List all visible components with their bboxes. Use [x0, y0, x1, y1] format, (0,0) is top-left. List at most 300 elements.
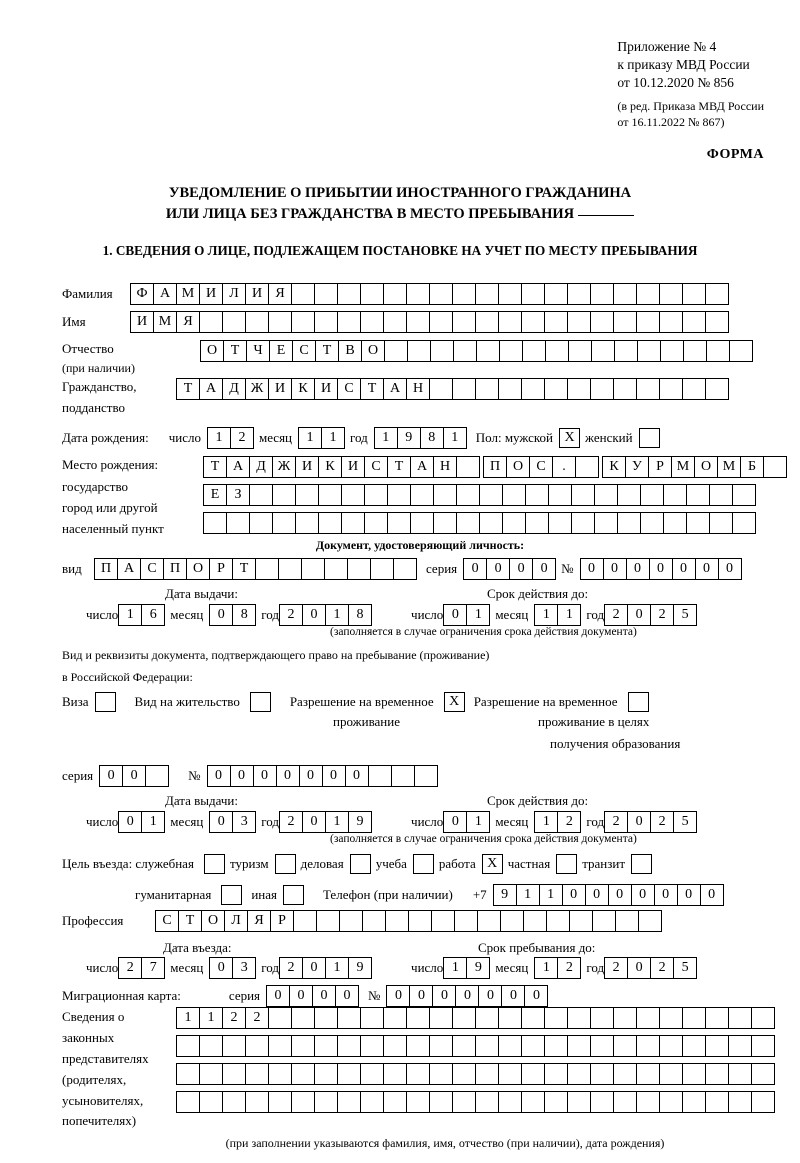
- cell[interactable]: 0: [524, 985, 548, 1007]
- cell[interactable]: 0: [209, 811, 233, 833]
- cell[interactable]: 1: [516, 884, 540, 906]
- cell[interactable]: [522, 340, 546, 362]
- visa-checkbox[interactable]: [95, 692, 116, 712]
- cell[interactable]: Д: [249, 456, 273, 478]
- purpose-tourism-checkbox[interactable]: [275, 854, 296, 874]
- cell[interactable]: О: [506, 456, 530, 478]
- cell[interactable]: 2: [557, 811, 581, 833]
- cell[interactable]: 5: [673, 811, 697, 833]
- cell[interactable]: [383, 1007, 407, 1029]
- cell[interactable]: [571, 512, 595, 534]
- cell[interactable]: [751, 1063, 775, 1085]
- cell[interactable]: [339, 910, 363, 932]
- purpose-business-checkbox[interactable]: [350, 854, 371, 874]
- cell[interactable]: 0: [672, 558, 696, 580]
- cell[interactable]: [617, 512, 641, 534]
- cell[interactable]: 2: [650, 811, 674, 833]
- cell[interactable]: 0: [302, 811, 326, 833]
- cell[interactable]: [594, 512, 618, 534]
- surname-input[interactable]: [130, 283, 728, 305]
- cell[interactable]: О: [361, 340, 385, 362]
- cell[interactable]: [433, 484, 457, 506]
- cell[interactable]: 0: [209, 604, 233, 626]
- cell[interactable]: [521, 1007, 545, 1029]
- cell[interactable]: 2: [222, 1007, 246, 1029]
- cell[interactable]: [222, 1063, 246, 1085]
- cell[interactable]: [548, 512, 572, 534]
- cell[interactable]: [268, 1007, 292, 1029]
- cell[interactable]: [636, 1035, 660, 1057]
- cell[interactable]: [245, 1035, 269, 1057]
- cell[interactable]: [341, 512, 365, 534]
- citizenship-input[interactable]: [176, 378, 728, 400]
- cell[interactable]: [682, 283, 706, 305]
- cell[interactable]: [316, 910, 340, 932]
- cell[interactable]: 3: [232, 811, 256, 833]
- cell[interactable]: [475, 1035, 499, 1057]
- cell[interactable]: Л: [224, 910, 248, 932]
- cell[interactable]: Т: [176, 378, 200, 400]
- cell[interactable]: Е: [203, 484, 227, 506]
- cell[interactable]: [364, 512, 388, 534]
- purpose-work-checkbox[interactable]: X: [482, 854, 503, 874]
- entry-month-input[interactable]: [209, 957, 255, 979]
- cell[interactable]: [452, 1007, 476, 1029]
- cell[interactable]: [590, 378, 614, 400]
- doc-valid-month-input[interactable]: [534, 604, 580, 626]
- cell[interactable]: [268, 1091, 292, 1113]
- cell[interactable]: [502, 512, 526, 534]
- cell[interactable]: [453, 340, 477, 362]
- cell[interactable]: [360, 1063, 384, 1085]
- cell[interactable]: [414, 765, 438, 787]
- cell[interactable]: 0: [580, 558, 604, 580]
- residence-permit-checkbox[interactable]: [250, 692, 271, 712]
- cell[interactable]: [222, 1091, 246, 1113]
- cell[interactable]: [682, 1091, 706, 1113]
- cell[interactable]: [475, 283, 499, 305]
- cell[interactable]: [613, 1063, 637, 1085]
- cell[interactable]: [362, 910, 386, 932]
- cell[interactable]: [636, 1091, 660, 1113]
- cell[interactable]: П: [483, 456, 507, 478]
- cell[interactable]: [659, 1091, 683, 1113]
- cell[interactable]: И: [130, 311, 154, 333]
- cell[interactable]: [429, 1063, 453, 1085]
- cell[interactable]: [569, 910, 593, 932]
- birthplace-input-row-3[interactable]: [203, 512, 755, 534]
- cell[interactable]: 0: [626, 558, 650, 580]
- cell[interactable]: Ж: [272, 456, 296, 478]
- permit-issue-day-input[interactable]: [118, 811, 164, 833]
- cell[interactable]: [705, 1091, 729, 1113]
- cell[interactable]: [728, 1091, 752, 1113]
- cell[interactable]: [384, 340, 408, 362]
- migration-number-input[interactable]: [386, 985, 547, 1007]
- cell[interactable]: [613, 283, 637, 305]
- cell[interactable]: 0: [455, 985, 479, 1007]
- cell[interactable]: 8: [420, 427, 444, 449]
- cell[interactable]: [383, 1091, 407, 1113]
- cell[interactable]: [682, 1007, 706, 1029]
- cell[interactable]: [429, 311, 453, 333]
- cell[interactable]: [614, 340, 638, 362]
- cell[interactable]: [383, 1035, 407, 1057]
- edu-residence-checkbox[interactable]: [628, 692, 649, 712]
- cell[interactable]: [454, 910, 478, 932]
- cell[interactable]: [567, 1063, 591, 1085]
- cell[interactable]: К: [318, 456, 342, 478]
- cell[interactable]: [318, 512, 342, 534]
- cell[interactable]: Я: [247, 910, 271, 932]
- cell[interactable]: [709, 484, 733, 506]
- cell[interactable]: [407, 340, 431, 362]
- cell[interactable]: [176, 1035, 200, 1057]
- permit-number-input[interactable]: [207, 765, 437, 787]
- cell[interactable]: [521, 311, 545, 333]
- cell[interactable]: 0: [289, 985, 313, 1007]
- cell[interactable]: [498, 1063, 522, 1085]
- cell[interactable]: А: [383, 378, 407, 400]
- cell[interactable]: О: [694, 456, 718, 478]
- cell[interactable]: [383, 311, 407, 333]
- cell[interactable]: С: [337, 378, 361, 400]
- cell[interactable]: В: [338, 340, 362, 362]
- cell[interactable]: И: [314, 378, 338, 400]
- cell[interactable]: [452, 378, 476, 400]
- cell[interactable]: [590, 311, 614, 333]
- cell[interactable]: [640, 512, 664, 534]
- permit-valid-year-input[interactable]: [604, 811, 696, 833]
- cell[interactable]: [429, 1007, 453, 1029]
- cell[interactable]: 2: [604, 811, 628, 833]
- cell[interactable]: [203, 512, 227, 534]
- sex-male-checkbox[interactable]: X: [559, 428, 580, 448]
- cell[interactable]: 9: [397, 427, 421, 449]
- birthplace-input-row-2[interactable]: [203, 484, 755, 506]
- cell[interactable]: 0: [608, 884, 632, 906]
- cell[interactable]: [324, 558, 348, 580]
- cell[interactable]: [479, 512, 503, 534]
- patronymic-input[interactable]: [200, 340, 752, 362]
- cell[interactable]: [751, 1007, 775, 1029]
- cell[interactable]: Я: [268, 283, 292, 305]
- cell[interactable]: 9: [348, 957, 372, 979]
- cell[interactable]: [314, 1035, 338, 1057]
- cell[interactable]: М: [176, 283, 200, 305]
- cell[interactable]: [544, 1063, 568, 1085]
- cell[interactable]: [406, 1091, 430, 1113]
- cell[interactable]: Т: [315, 340, 339, 362]
- cell[interactable]: Е: [269, 340, 293, 362]
- cell[interactable]: [617, 484, 641, 506]
- cell[interactable]: 0: [486, 558, 510, 580]
- cell[interactable]: [255, 558, 279, 580]
- cell[interactable]: [636, 311, 660, 333]
- cell[interactable]: 0: [118, 811, 142, 833]
- cell[interactable]: [640, 484, 664, 506]
- cell[interactable]: [567, 1091, 591, 1113]
- cell[interactable]: [521, 378, 545, 400]
- cell[interactable]: [567, 378, 591, 400]
- cell[interactable]: Р: [648, 456, 672, 478]
- cell[interactable]: [682, 378, 706, 400]
- cell[interactable]: [456, 484, 480, 506]
- cell[interactable]: 1: [466, 811, 490, 833]
- cell[interactable]: [659, 283, 683, 305]
- cell[interactable]: Н: [406, 378, 430, 400]
- cell[interactable]: 1: [199, 1007, 223, 1029]
- cell[interactable]: [590, 1063, 614, 1085]
- cell[interactable]: [393, 558, 417, 580]
- cell[interactable]: [709, 512, 733, 534]
- cell[interactable]: [705, 1063, 729, 1085]
- cell[interactable]: [498, 378, 522, 400]
- cell[interactable]: [433, 512, 457, 534]
- cell[interactable]: [763, 456, 787, 478]
- cell[interactable]: [498, 1007, 522, 1029]
- cell[interactable]: 9: [493, 884, 517, 906]
- cell[interactable]: [659, 378, 683, 400]
- cell[interactable]: 1: [539, 884, 563, 906]
- cell[interactable]: [523, 910, 547, 932]
- cell[interactable]: [571, 484, 595, 506]
- cell[interactable]: 9: [348, 811, 372, 833]
- cell[interactable]: [521, 1035, 545, 1057]
- cell[interactable]: 0: [302, 604, 326, 626]
- cell[interactable]: 0: [409, 985, 433, 1007]
- cell[interactable]: [705, 1007, 729, 1029]
- cell[interactable]: [452, 1091, 476, 1113]
- birth-month-input[interactable]: [298, 427, 344, 449]
- cell[interactable]: [387, 484, 411, 506]
- cell[interactable]: [613, 378, 637, 400]
- doc-issue-month-input[interactable]: [209, 604, 255, 626]
- cell[interactable]: 0: [654, 884, 678, 906]
- cell[interactable]: 1: [298, 427, 322, 449]
- cell[interactable]: 2: [245, 1007, 269, 1029]
- doc-series-input[interactable]: [463, 558, 555, 580]
- cell[interactable]: [268, 1063, 292, 1085]
- cell[interactable]: 8: [232, 604, 256, 626]
- cell[interactable]: [544, 1035, 568, 1057]
- cell[interactable]: 0: [207, 765, 231, 787]
- permit-issue-year-input[interactable]: [279, 811, 371, 833]
- cell[interactable]: 1: [321, 427, 345, 449]
- doc-number-input[interactable]: [580, 558, 741, 580]
- cell[interactable]: С: [140, 558, 164, 580]
- cell[interactable]: С: [292, 340, 316, 362]
- cell[interactable]: [594, 484, 618, 506]
- cell[interactable]: [613, 1007, 637, 1029]
- cell[interactable]: 2: [557, 957, 581, 979]
- cell[interactable]: [728, 1007, 752, 1029]
- cell[interactable]: [498, 283, 522, 305]
- cell[interactable]: [249, 512, 273, 534]
- cell[interactable]: И: [199, 283, 223, 305]
- cell[interactable]: 1: [118, 604, 142, 626]
- cell[interactable]: 1: [207, 427, 231, 449]
- cell[interactable]: 0: [562, 884, 586, 906]
- purpose-service-checkbox[interactable]: [204, 854, 225, 874]
- cell[interactable]: [546, 910, 570, 932]
- cell[interactable]: О: [200, 340, 224, 362]
- cell[interactable]: 0: [335, 985, 359, 1007]
- cell[interactable]: [199, 311, 223, 333]
- cell[interactable]: [360, 311, 384, 333]
- cell[interactable]: 0: [386, 985, 410, 1007]
- cell[interactable]: Т: [178, 910, 202, 932]
- cell[interactable]: [222, 1035, 246, 1057]
- cell[interactable]: [452, 1063, 476, 1085]
- cell[interactable]: [705, 1035, 729, 1057]
- cell[interactable]: 0: [266, 985, 290, 1007]
- permit-valid-month-input[interactable]: [534, 811, 580, 833]
- cell[interactable]: И: [295, 456, 319, 478]
- cell[interactable]: [663, 484, 687, 506]
- cell[interactable]: [659, 1063, 683, 1085]
- cell[interactable]: [636, 1007, 660, 1029]
- cell[interactable]: [291, 1091, 315, 1113]
- cell[interactable]: 0: [443, 811, 467, 833]
- cell[interactable]: [337, 1035, 361, 1057]
- cell[interactable]: [545, 340, 569, 362]
- cell[interactable]: [370, 558, 394, 580]
- cell[interactable]: 0: [509, 558, 533, 580]
- cell[interactable]: П: [163, 558, 187, 580]
- cell[interactable]: [199, 1091, 223, 1113]
- birth-day-input[interactable]: [207, 427, 253, 449]
- cell[interactable]: [337, 283, 361, 305]
- cell[interactable]: Ч: [246, 340, 270, 362]
- cell[interactable]: [406, 1035, 430, 1057]
- cell[interactable]: 0: [631, 884, 655, 906]
- cell[interactable]: [291, 1007, 315, 1029]
- cell[interactable]: [475, 1007, 499, 1029]
- legal-rep-input-row-1[interactable]: [176, 1007, 774, 1029]
- cell[interactable]: [291, 283, 315, 305]
- cell[interactable]: 0: [299, 765, 323, 787]
- cell[interactable]: 1: [534, 957, 558, 979]
- cell[interactable]: [295, 484, 319, 506]
- cell[interactable]: И: [245, 283, 269, 305]
- cell[interactable]: 1: [534, 604, 558, 626]
- cell[interactable]: [291, 1063, 315, 1085]
- cell[interactable]: [521, 1091, 545, 1113]
- cell[interactable]: [521, 1063, 545, 1085]
- cell[interactable]: [408, 910, 432, 932]
- cell[interactable]: 8: [348, 604, 372, 626]
- cell[interactable]: Н: [433, 456, 457, 478]
- cell[interactable]: 0: [478, 985, 502, 1007]
- cell[interactable]: 0: [695, 558, 719, 580]
- cell[interactable]: [590, 1091, 614, 1113]
- cell[interactable]: 0: [276, 765, 300, 787]
- cell[interactable]: 0: [700, 884, 724, 906]
- cell[interactable]: [502, 484, 526, 506]
- doc-valid-day-input[interactable]: [443, 604, 489, 626]
- cell[interactable]: [751, 1035, 775, 1057]
- cell[interactable]: 2: [118, 957, 142, 979]
- cell[interactable]: [199, 1063, 223, 1085]
- cell[interactable]: [268, 311, 292, 333]
- cell[interactable]: 0: [463, 558, 487, 580]
- cell[interactable]: 0: [443, 604, 467, 626]
- cell[interactable]: Р: [209, 558, 233, 580]
- cell[interactable]: У: [625, 456, 649, 478]
- cell[interactable]: 0: [627, 604, 651, 626]
- cell[interactable]: [383, 1063, 407, 1085]
- cell[interactable]: П: [94, 558, 118, 580]
- cell[interactable]: 0: [718, 558, 742, 580]
- cell[interactable]: [385, 910, 409, 932]
- cell[interactable]: [660, 340, 684, 362]
- cell[interactable]: С: [155, 910, 179, 932]
- cell[interactable]: Д: [222, 378, 246, 400]
- cell[interactable]: 0: [322, 765, 346, 787]
- cell[interactable]: 0: [532, 558, 556, 580]
- cell[interactable]: [613, 311, 637, 333]
- cell[interactable]: Л: [222, 283, 246, 305]
- cell[interactable]: 1: [466, 604, 490, 626]
- cell[interactable]: [613, 1035, 637, 1057]
- cell[interactable]: М: [671, 456, 695, 478]
- cell[interactable]: Р: [270, 910, 294, 932]
- cell[interactable]: [295, 512, 319, 534]
- cell[interactable]: [663, 512, 687, 534]
- cell[interactable]: [360, 283, 384, 305]
- cell[interactable]: Б: [740, 456, 764, 478]
- cell[interactable]: [410, 484, 434, 506]
- permit-series-input[interactable]: [99, 765, 168, 787]
- cell[interactable]: [751, 1091, 775, 1113]
- cell[interactable]: С: [529, 456, 553, 478]
- cell[interactable]: [659, 311, 683, 333]
- cell[interactable]: Я: [176, 311, 200, 333]
- profession-input[interactable]: [155, 910, 661, 932]
- cell[interactable]: [636, 283, 660, 305]
- cell[interactable]: Т: [223, 340, 247, 362]
- cell[interactable]: 1: [141, 811, 165, 833]
- cell[interactable]: [544, 378, 568, 400]
- cell[interactable]: [360, 1007, 384, 1029]
- cell[interactable]: [590, 1007, 614, 1029]
- cell[interactable]: [268, 1035, 292, 1057]
- cell[interactable]: И: [268, 378, 292, 400]
- cell[interactable]: [347, 558, 371, 580]
- cell[interactable]: 1: [325, 604, 349, 626]
- cell[interactable]: 7: [141, 957, 165, 979]
- cell[interactable]: [429, 1091, 453, 1113]
- cell[interactable]: [387, 512, 411, 534]
- cell[interactable]: [498, 1035, 522, 1057]
- cell[interactable]: [430, 340, 454, 362]
- cell[interactable]: [318, 484, 342, 506]
- cell[interactable]: [613, 1091, 637, 1113]
- cell[interactable]: [452, 311, 476, 333]
- purpose-study-checkbox[interactable]: [413, 854, 434, 874]
- cell[interactable]: [360, 1091, 384, 1113]
- cell[interactable]: А: [226, 456, 250, 478]
- doc-issue-year-input[interactable]: [279, 604, 371, 626]
- cell[interactable]: 2: [279, 811, 303, 833]
- stay-year-input[interactable]: [604, 957, 696, 979]
- cell[interactable]: .: [552, 456, 576, 478]
- doc-valid-year-input[interactable]: [604, 604, 696, 626]
- cell[interactable]: [636, 378, 660, 400]
- cell[interactable]: [429, 378, 453, 400]
- purpose-humanitarian-checkbox[interactable]: [221, 885, 242, 905]
